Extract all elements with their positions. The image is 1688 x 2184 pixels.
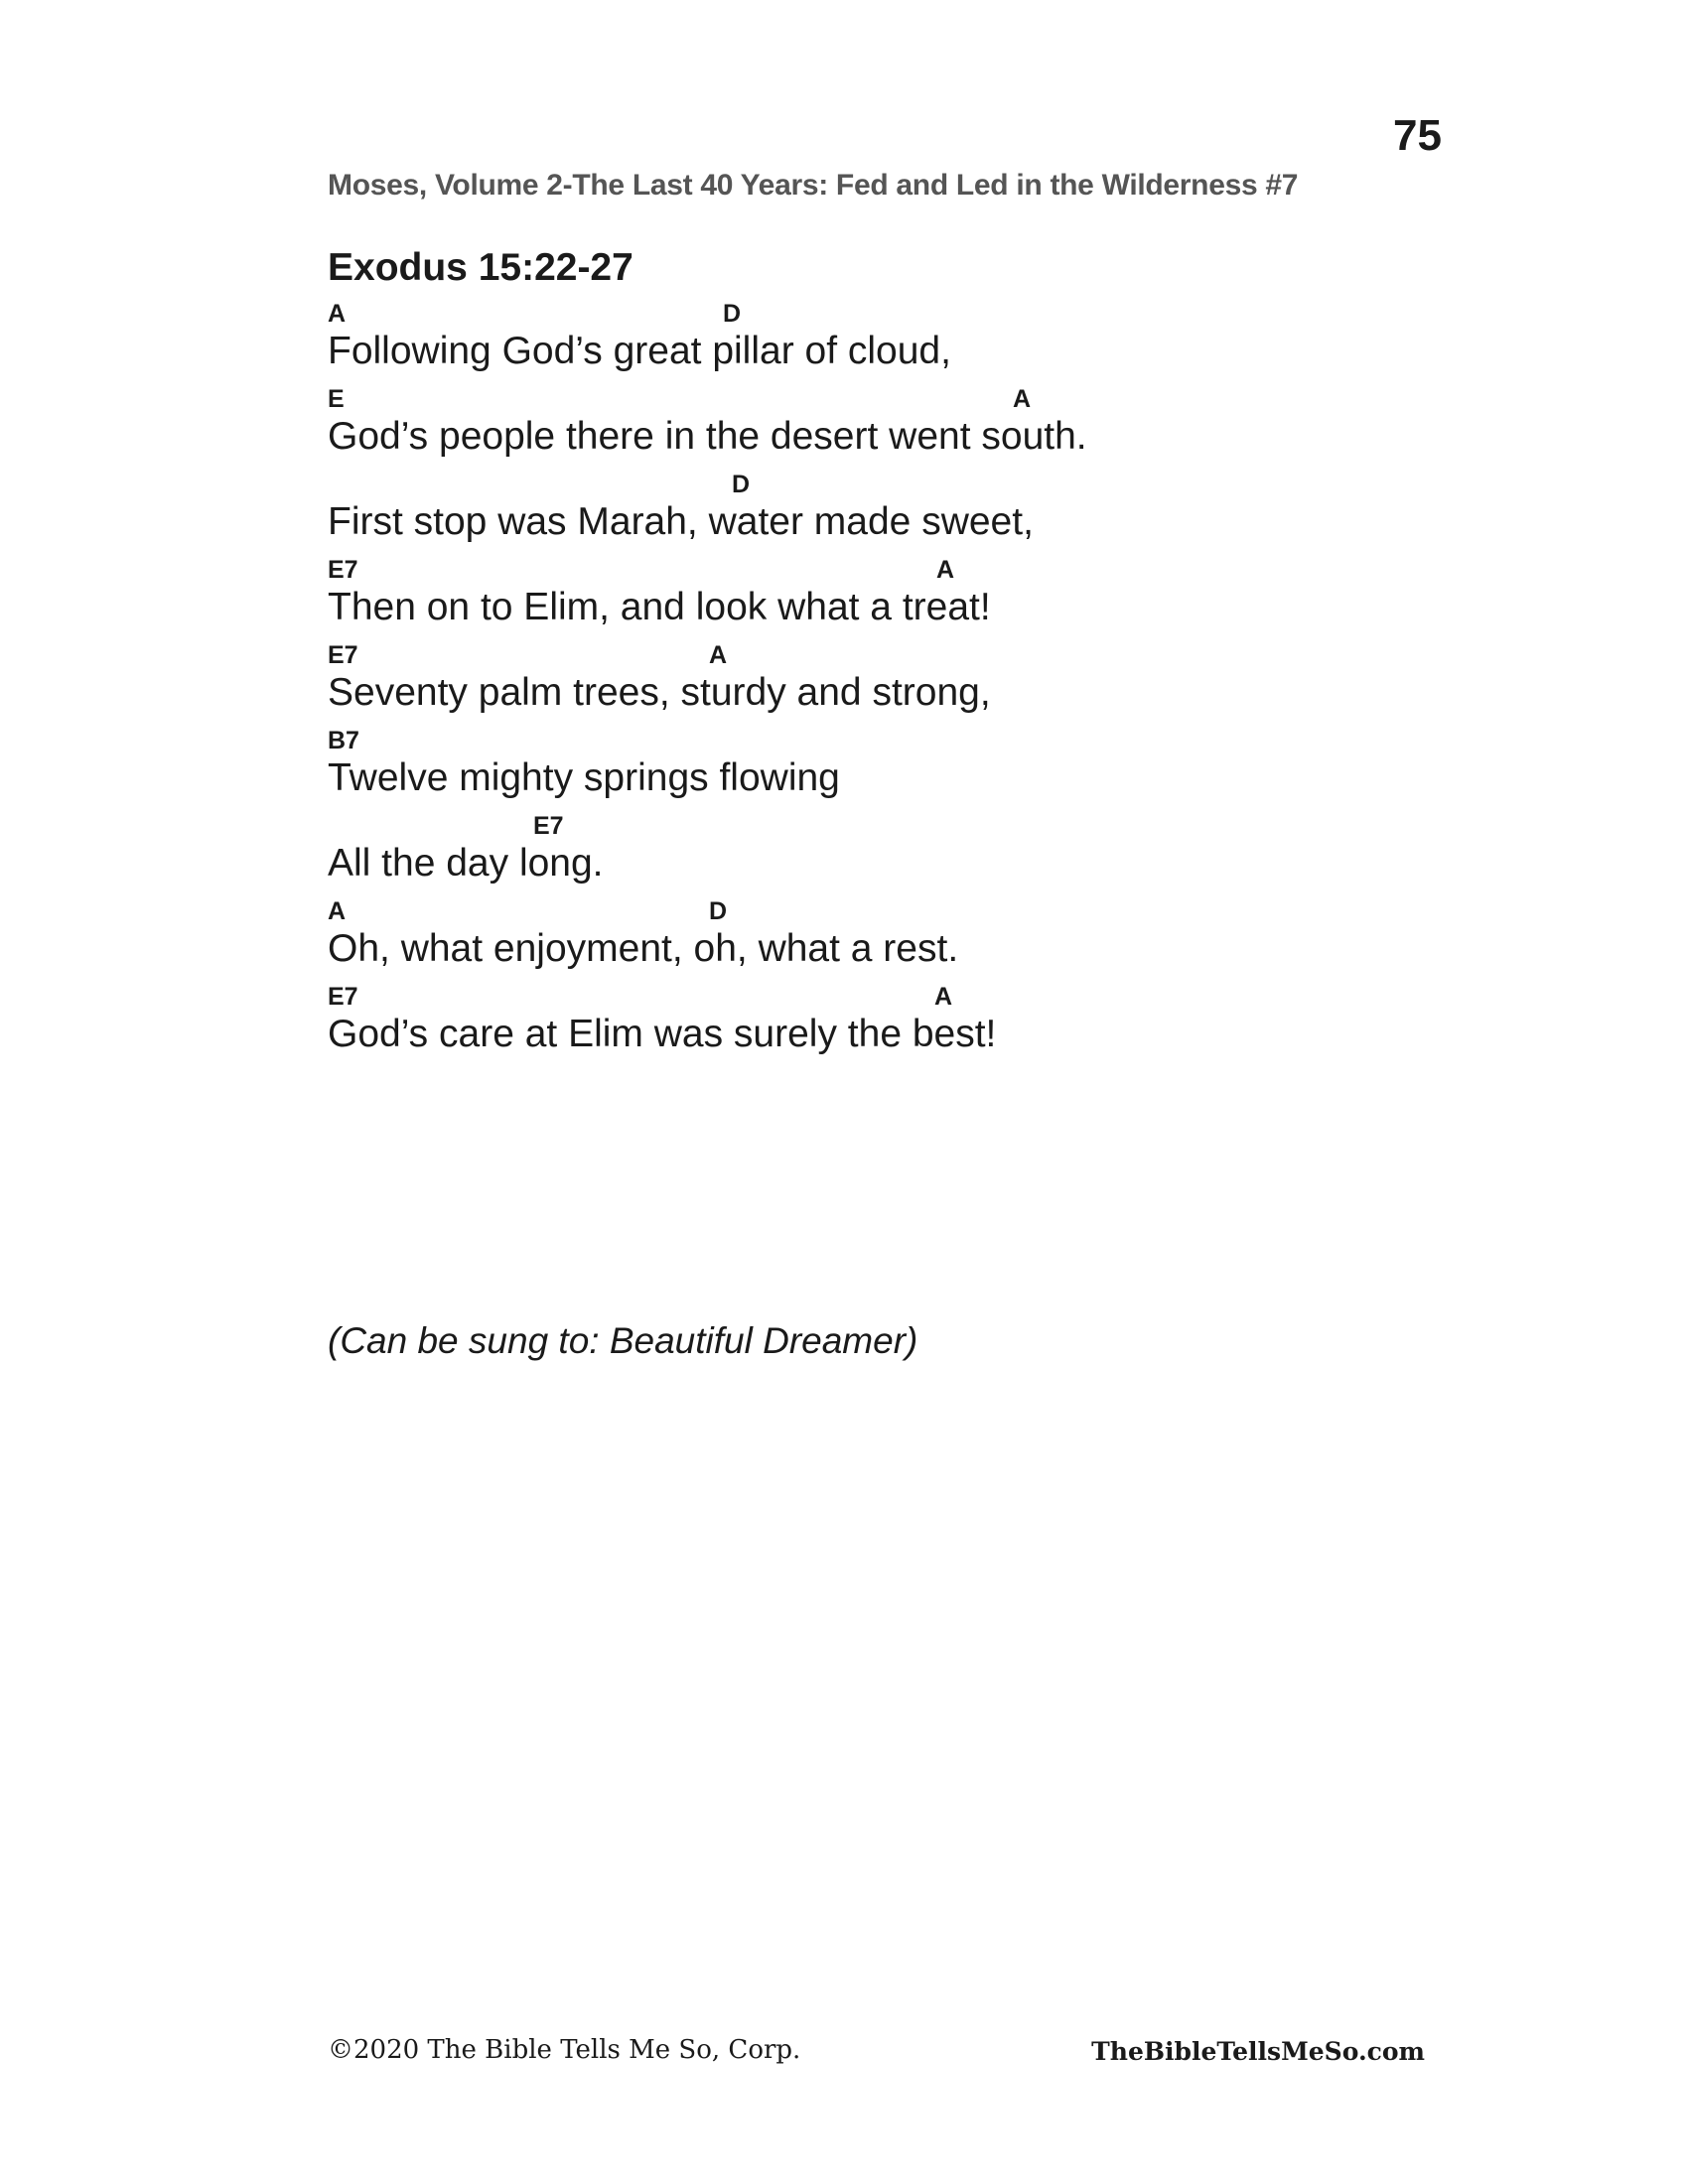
chord: D xyxy=(732,471,751,498)
lyric-line: Twelve mighty springs flowing xyxy=(328,756,840,799)
chord: D xyxy=(723,300,742,328)
lyric-line: Oh, what enjoyment, oh, what a rest. xyxy=(328,927,959,970)
lyric-line: Following God’s great pillar of cloud, xyxy=(328,330,951,372)
chord: A xyxy=(709,641,728,669)
chord: D xyxy=(709,897,728,925)
lyric-line: Then on to Elim, and look what a treat! xyxy=(328,586,991,628)
scripture-reference: Exodus 15:22-27 xyxy=(328,246,633,289)
song-lyrics-with-chords xyxy=(328,0,1519,1112)
chord: E7 xyxy=(328,983,358,1011)
chord: E7 xyxy=(328,641,358,669)
tune-note: (Can be sung to: Beautiful Dreamer) xyxy=(328,1320,918,1361)
lyric-line: Seventy palm trees, sturdy and strong, xyxy=(328,671,991,714)
lyric-line: God’s people there in the desert went south. xyxy=(328,415,1087,458)
chord: A xyxy=(328,300,347,328)
lyric-line: All the day long. xyxy=(328,842,604,885)
chord: A xyxy=(936,556,955,584)
copyright-notice: ©2020 The Bible Tells Me So, Corp. xyxy=(328,2035,801,2065)
website-link[interactable]: TheBibleTellsMeSo.com xyxy=(1091,2037,1425,2066)
chord: E7 xyxy=(328,556,358,584)
chord: A xyxy=(1013,385,1032,413)
lyric-line: God’s care at Elim was surely the best! xyxy=(328,1013,997,1055)
page-number: 75 xyxy=(1393,111,1442,160)
chord: A xyxy=(934,983,953,1011)
series-title: Moses, Volume 2-The Last 40 Years: Fed and Led in the Wilderness #7 xyxy=(328,169,1299,202)
chord: A xyxy=(328,897,347,925)
chord: E xyxy=(328,385,345,413)
chord: E7 xyxy=(533,812,564,840)
lyric-line: First stop was Marah, water made sweet, xyxy=(328,500,1034,543)
chord: B7 xyxy=(328,727,359,754)
